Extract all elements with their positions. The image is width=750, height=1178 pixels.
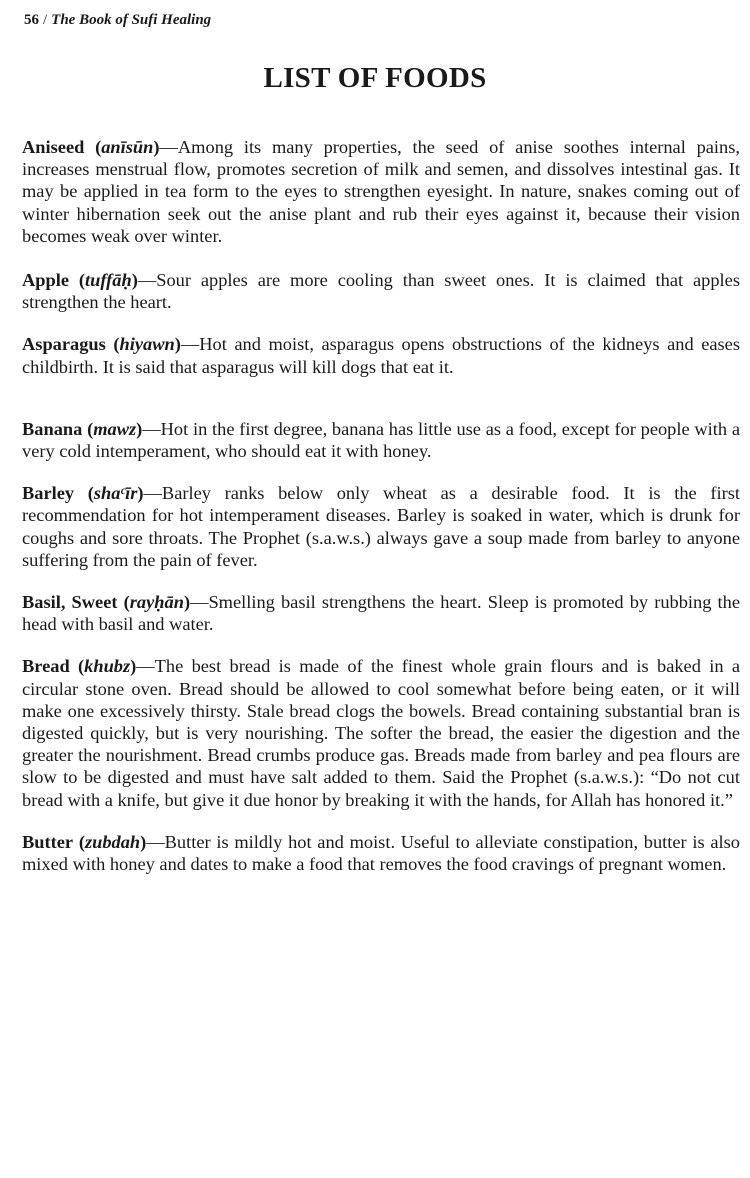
entry-term: Asparagus <box>22 334 106 355</box>
entry-term: Banana <box>22 418 83 439</box>
entry-apple: Apple (tuffāḥ)—Sour apples are more cooling than sweet ones. It is claimed that apples strengthen the heart. <box>22 270 740 313</box>
entry-text: —Smelling basil strengthens the heart. Sleep is promoted by rubbing the head with basil and water. <box>22 592 740 635</box>
entry-butter: Butter (zubdah)—Butter is mildly hot and moist. Useful to alleviate constipation, butter is also mixed with honey and dates to make a food that removes the food cravings of pregnant women. <box>22 831 740 875</box>
entry-text: —Among its many properties, the seed of anise soothes internal pains, increases menstrual flow, promotes secretion of milk and semen, and dissolves intestinal gas. It may be applied in tea form to the eyes to strengthen eyesight. In nature, snakes coming out of winter hibernation seek out the anise plant and rub their eyes against it, because their vision becomes weak over winter. <box>22 137 740 246</box>
entry-transliteration: hiyawn <box>119 334 175 355</box>
entry-text: —The best bread is made of the finest whole grain flours and is baked in a circular stone oven. Bread should be allowed to cool somewhat before being eaten, or it will make one excessively thirsty. Stale bread clogs the bowels. Bread containing substantial bran is digested quickly, but is very nourishing. The softer the bread, the easier the digestion and the greater the nourishment. Bread crumbs produce gas. Breads made from barley and pea flours are slow to be digested and must have salt added to them. Said the Prophet (s.a.w.s.): “Do not cut bread with a knife, but give it due honor by breaking it with the hands, for Allah has honored it.” <box>22 656 741 810</box>
page-title: LIST OF FOODS <box>263 62 487 94</box>
entry-transliteration: zubdah <box>84 831 141 852</box>
entry-transliteration: mawz <box>93 418 137 439</box>
entry-transliteration: khubz <box>84 656 131 677</box>
entry-aniseed: Aniseed (anīsūn)—Among its many properties, the seed of anise soothes internal pains, increases menstrual flow, promotes secretion of milk and semen, and dissolves intestinal gas. It may be applied in tea form to the eyes to strengthen eyesight. In nature, snakes coming out of winter hibernation seek out the anise plant and rub their eyes against it, because their vision becomes weak over winter. <box>22 137 740 246</box>
entry-transliteration: rayḥān <box>129 592 184 613</box>
entry-text: —Sour apples are more cooling than sweet ones. It is claimed that apples strengthen the heart. <box>22 270 740 313</box>
header-separator: / <box>43 12 48 28</box>
entry-term: Aniseed <box>22 137 85 157</box>
entry-basil-sweet: Basil, Sweet (rayḥān)—Smelling basil strengthens the heart. Sleep is promoted by rubbing the head with basil and water. <box>22 592 740 635</box>
entry-barley: Barley (shaᶜīr)—Barley ranks below only wheat as a desirable food. It is the first recommendation for hot intemperament diseases. Barley is soaked in water, which is drunk for coughs and sore throats. The Prophet (s.a.w.s.) always gave a soup made from barley to anyone suffering from the pain of fever. <box>22 483 740 570</box>
entry-term: Barley <box>22 483 75 504</box>
entry-text: —Hot and moist, asparagus opens obstructions of the kidneys and eases childbirth. It is said that asparagus will kill dogs that eat it. <box>22 334 741 377</box>
entry-transliteration: shaᶜīr <box>93 483 138 504</box>
entry-text: —Butter is mildly hot and moist. Useful to alleviate constipation, butter is also mixed with honey and dates to make a food that removes the food cravings of pregnant women. <box>22 831 740 875</box>
entry-transliteration: anīsūn <box>101 137 154 157</box>
entry-text: —Barley ranks below only wheat as a desirable food. It is the first recommendation for hot intemperament diseases. Barley is soaked in water, which is drunk for coughs and sore throats. The Prophet (s.a.w.s.) always gave a soup made from barley to anyone suffering from the pain of fever. <box>22 483 740 570</box>
entry-term: Butter <box>22 831 74 852</box>
entry-asparagus: Asparagus (hiyawn)—Hot and moist, asparagus opens obstructions of the kidneys and eases childbirth. It is said that asparagus will kill dogs that eat it. <box>22 334 741 377</box>
running-header <box>24 12 211 29</box>
entry-text: —Hot in the first degree, banana has little use as a food, except for people with a very cold intemperament, who should eat it with honey. <box>22 418 740 462</box>
entry-term: Basil, Sweet <box>22 592 118 613</box>
entry-term: Apple <box>22 270 70 291</box>
food-entry-list <box>22 136 740 875</box>
entry-term: Bread <box>22 656 70 677</box>
entry-banana: Banana (mawz)—Hot in the first degree, banana has little use as a food, except for people with a very cold intemperament, who should eat it with honey. <box>22 418 740 462</box>
book-title: The Book of Sufi Healing <box>51 12 212 28</box>
entry-bread: Bread (khubz)—The best bread is made of the finest whole grain flours and is baked in a circular stone oven. Bread should be allowed to cool somewhat before being eaten, or it will make one excessively thirsty. Stale bread clogs the bowels. Bread containing substantial bran is digested quickly, but is very nourishing. The softer the bread, the easier the digestion and the greater the nourishment. Bread crumbs produce gas. Breads made from barley and pea flours are slow to be digested and must have salt added to them. Said the Prophet (s.a.w.s.): “Do not cut bread with a knife, but give it due honor by breaking it with the hands, for Allah has honored it.” <box>22 656 741 810</box>
page-number: 56 <box>24 12 39 28</box>
entry-transliteration: tuffāḥ <box>85 270 132 291</box>
